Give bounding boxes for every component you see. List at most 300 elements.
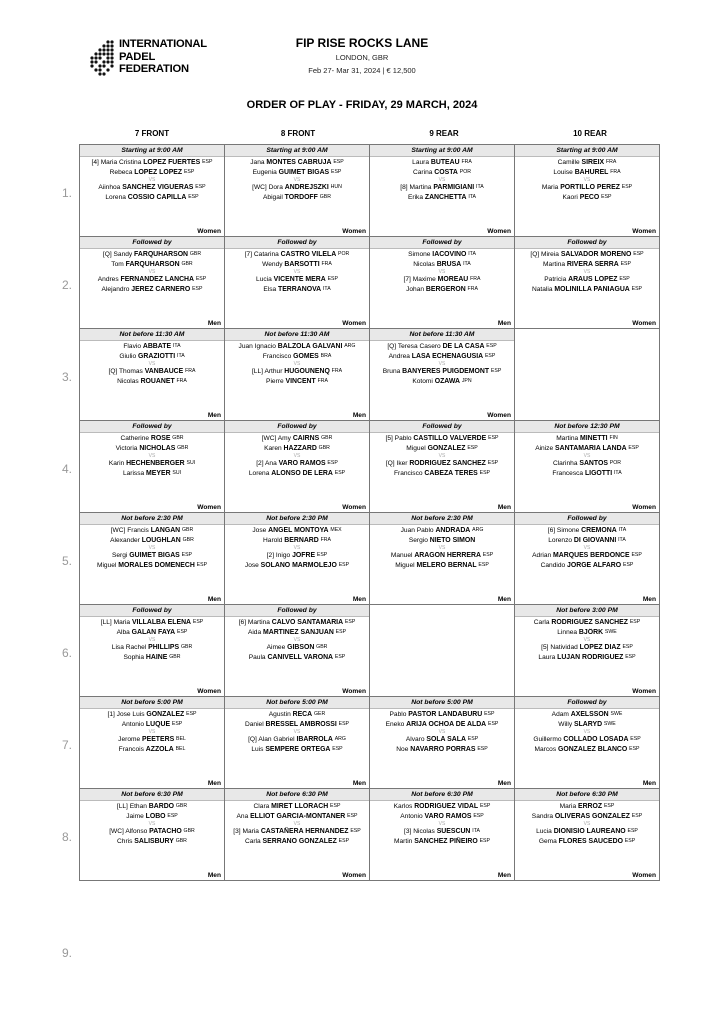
player-first-name: Maria	[242, 828, 259, 836]
player-line	[225, 168, 369, 178]
player-seed: [5]	[385, 435, 393, 442]
player-seed: [Q]	[385, 460, 395, 468]
player-line	[225, 735, 369, 745]
player-first-name: Amy	[277, 435, 291, 442]
match-time-status: Followed by	[370, 237, 514, 249]
player-nationality: GBR	[169, 653, 181, 660]
player-nationality: ESP	[625, 653, 636, 660]
player-nationality: GBR	[175, 803, 188, 809]
match-cell	[225, 605, 370, 697]
player-surname: BARDO	[148, 803, 175, 810]
player-line	[80, 802, 224, 812]
player-seed: [1]	[107, 711, 115, 718]
match-cell	[515, 513, 660, 605]
player-line	[370, 377, 514, 387]
player-surname: MIRET LLORACH	[271, 803, 329, 810]
player-nationality: ESP	[167, 812, 178, 819]
player-nationality: ESP	[490, 368, 502, 375]
player-surname: ARIJA OCHOA DE ALDA	[406, 720, 487, 728]
player-surname: ARAGON HERRERA	[414, 552, 481, 560]
player-line	[370, 193, 514, 203]
player-first-name: Francesca	[552, 469, 584, 477]
player-surname: LASA ECHENAGUSIA	[411, 352, 484, 360]
player-surname: PATACHO	[149, 828, 182, 836]
player-line	[225, 802, 369, 812]
player-nationality: GBR	[182, 536, 194, 543]
match-category: Women	[632, 504, 656, 511]
player-nationality: FRA	[470, 276, 481, 283]
player-line	[80, 812, 224, 822]
player-first-name: Luis	[251, 745, 264, 753]
player-first-name: Maria	[541, 184, 559, 192]
player-nationality: ESP	[628, 444, 639, 451]
player-surname: GALAN FAYA	[131, 628, 176, 636]
match-players	[515, 433, 659, 478]
player-first-name: Natalia	[531, 285, 553, 293]
match-players	[225, 801, 369, 846]
player-line	[225, 526, 369, 536]
player-first-name: Laura	[412, 159, 430, 166]
player-line	[80, 250, 224, 260]
match-category: Women	[342, 872, 366, 879]
player-nationality: ESP	[177, 628, 188, 635]
player-line	[80, 367, 224, 377]
player-first-name: Pablo	[394, 435, 412, 442]
player-surname: PARMIGIANI	[433, 184, 475, 192]
player-line	[80, 260, 224, 270]
player-surname: HECHENBERGER	[126, 460, 185, 468]
player-line	[515, 827, 659, 837]
player-surname: SANTAMARIA LANDA	[555, 444, 627, 452]
match-players	[370, 341, 514, 386]
schedule-row	[80, 789, 660, 881]
player-line	[515, 285, 659, 295]
player-line	[80, 183, 224, 193]
player-first-name: Adrian	[532, 552, 552, 560]
player-nationality: GBR	[319, 193, 331, 200]
player-surname: BUTEAU	[430, 159, 460, 166]
player-surname: SUESCUN	[436, 828, 471, 836]
player-line	[80, 158, 224, 168]
match-category: Men	[497, 596, 511, 603]
player-first-name: Sandra	[531, 812, 554, 820]
match-players	[80, 341, 224, 386]
player-surname: RIVERA SERRA	[566, 260, 619, 268]
player-first-name: Harold	[263, 536, 283, 544]
player-line	[80, 710, 224, 720]
match-category: Men	[352, 412, 366, 419]
player-line	[515, 444, 659, 454]
player-first-name: Andres	[97, 276, 119, 284]
versus-label: VS	[438, 269, 446, 276]
player-first-name: Willy	[558, 720, 573, 728]
match-players	[80, 157, 224, 202]
player-nationality: SUI	[186, 460, 196, 467]
player-nationality: ESP	[620, 260, 631, 267]
match-category: Men	[352, 780, 366, 787]
versus-label: VS	[148, 361, 156, 368]
player-line	[515, 250, 659, 260]
match-cell	[80, 513, 225, 605]
player-first-name: Jose	[252, 527, 267, 534]
versus-label: VS	[583, 269, 591, 276]
player-surname: IACOVINO	[432, 251, 467, 258]
player-first-name: Pierre	[266, 377, 284, 385]
match-category: Men	[207, 872, 221, 879]
player-nationality: ESP	[601, 193, 612, 200]
player-nationality: ESP	[196, 561, 208, 568]
player-nationality: ESP	[622, 561, 634, 568]
player-line	[80, 377, 224, 387]
player-surname: CREMONA	[581, 527, 617, 534]
versus-label: VS	[293, 361, 301, 368]
player-nationality: ESP	[192, 619, 204, 625]
player-first-name: Catherine	[120, 435, 150, 442]
player-nationality: ITA	[468, 251, 476, 257]
player-nationality: ESP	[633, 251, 644, 257]
player-first-name: Pablo	[389, 711, 407, 718]
versus-label: VS	[438, 453, 446, 460]
player-line	[370, 745, 514, 755]
player-surname: SALVADOR MORENO	[560, 251, 632, 258]
player-line	[370, 459, 514, 469]
player-nationality: ITA	[463, 260, 471, 267]
player-nationality: FRA	[461, 159, 472, 165]
player-line	[515, 459, 659, 469]
order-of-play-heading: ORDER OF PLAY - FRIDAY, 29 MARCH, 2024	[246, 99, 478, 111]
row-number: 2.	[62, 278, 73, 292]
player-line	[225, 158, 369, 168]
match-players	[515, 525, 659, 570]
player-first-name: Aiinhoa	[98, 184, 121, 192]
player-nationality: FRA	[321, 260, 332, 267]
schedule-row	[80, 697, 660, 789]
match-players	[80, 801, 224, 846]
match-cell	[80, 237, 225, 329]
player-surname: SOLANO MARMOLEJO	[260, 561, 337, 569]
tournament-dates-prize: Feb 27- Mar 31, 2024 | € 12,500	[308, 66, 416, 75]
match-category: Women	[632, 688, 656, 695]
player-first-name: Nicolas	[413, 260, 435, 268]
player-line	[515, 643, 659, 653]
player-line	[225, 367, 369, 377]
player-line	[80, 653, 224, 663]
order-of-play-grid	[79, 144, 660, 881]
player-nationality: ESP	[630, 736, 641, 743]
player-seed: [Q]	[387, 343, 397, 350]
match-time-status: Followed by	[225, 237, 369, 249]
player-line	[515, 812, 659, 822]
player-nationality: ESP	[631, 812, 643, 819]
player-first-name: Sergio	[408, 536, 428, 544]
player-nationality: ESP	[487, 460, 499, 467]
player-nationality: ESP	[331, 168, 342, 175]
match-players	[80, 709, 224, 754]
player-first-name: Natividad	[550, 644, 578, 652]
player-line	[370, 720, 514, 730]
player-line	[80, 735, 224, 745]
match-time-status: Followed by	[515, 237, 659, 249]
player-line	[515, 628, 659, 638]
player-first-name: Nicolas	[413, 828, 435, 836]
versus-label: VS	[293, 453, 301, 460]
player-line	[515, 526, 659, 536]
player-line	[370, 367, 514, 377]
match-category: Women	[342, 228, 366, 235]
player-nationality: ESP	[488, 720, 499, 727]
player-seed: [3]	[233, 828, 241, 836]
player-first-name: Francois	[118, 745, 144, 753]
player-nationality: ESP	[192, 285, 203, 292]
player-first-name: Francisco	[393, 469, 423, 477]
player-first-name: Rebeca	[109, 168, 133, 176]
player-surname: NIETO SIMON	[429, 536, 476, 544]
versus-label: VS	[293, 545, 301, 552]
player-surname: PORTILLO PEREZ	[560, 184, 620, 192]
player-surname: JOFRE	[292, 552, 316, 560]
match-cell	[515, 605, 660, 697]
player-nationality: ESP	[347, 812, 358, 819]
match-players	[225, 341, 369, 386]
player-surname: CASTAÑERA HERNANDEZ	[260, 828, 349, 836]
player-first-name: Camille	[557, 159, 580, 166]
match-players	[370, 157, 514, 202]
versus-label: VS	[583, 453, 591, 460]
player-surname: MARQUES BERDONCE	[553, 552, 630, 560]
player-first-name: Kaori	[562, 193, 578, 201]
logo-line-1: INTERNATIONAL	[119, 38, 207, 50]
player-line	[370, 551, 514, 561]
player-surname: CANIVELL VARONA	[267, 653, 334, 661]
match-cell	[225, 145, 370, 237]
match-cell	[515, 697, 660, 789]
player-nationality: ESP	[467, 736, 479, 743]
player-surname: RODRIGUEZ VIDAL	[414, 803, 479, 810]
player-first-name: Gema	[538, 837, 557, 845]
match-time-status: Not before 3:00 PM	[515, 605, 659, 617]
player-first-name: Jana	[250, 159, 265, 166]
match-time-status: Starting at 9:00 AM	[515, 145, 659, 157]
player-surname: GUIMET BIGAS	[129, 552, 180, 560]
player-nationality: FRA	[185, 368, 196, 375]
player-nationality: ESP	[479, 469, 490, 476]
match-category: Women	[197, 688, 221, 695]
player-line	[515, 745, 659, 755]
player-line	[80, 551, 224, 561]
player-nationality: FIN	[609, 435, 618, 441]
player-nationality: ESP	[619, 276, 630, 283]
player-surname: MOLINILLA PANIAGUA	[554, 285, 630, 293]
player-seed: [Q]	[530, 251, 540, 258]
match-cell	[515, 237, 660, 329]
player-first-name: Jaime	[126, 812, 144, 820]
player-nationality: SWE	[603, 720, 616, 727]
player-nationality: ESP	[186, 711, 197, 717]
player-first-name: Lucia	[256, 276, 272, 284]
player-nationality: ESP	[327, 460, 338, 467]
player-surname: BRUSA	[436, 260, 462, 268]
player-first-name: Alejandro	[101, 285, 130, 293]
player-line	[225, 745, 369, 755]
player-surname: CABEZA TERES	[424, 469, 478, 477]
player-line	[225, 444, 369, 454]
player-first-name: Agustin	[268, 711, 291, 718]
schedule-row	[80, 421, 660, 513]
player-first-name: Linnea	[557, 628, 578, 636]
player-line	[80, 536, 224, 546]
player-line	[80, 469, 224, 479]
player-first-name: Tom	[111, 260, 124, 268]
player-line	[515, 469, 659, 479]
player-surname: MELERO BERNAL	[416, 561, 477, 569]
player-line	[515, 183, 659, 193]
player-nationality: ITA	[618, 527, 627, 533]
match-category: Women	[487, 228, 511, 235]
match-category: Women	[342, 504, 366, 511]
player-first-name: Bruna	[382, 368, 401, 376]
player-first-name: Alba	[116, 628, 130, 636]
player-line	[225, 260, 369, 270]
player-nationality: ESP	[188, 193, 199, 200]
player-nationality: ESP	[171, 720, 183, 727]
player-surname: MEYER	[146, 469, 171, 477]
player-surname: BERGERON	[425, 285, 466, 293]
player-seed: [WC]	[109, 828, 124, 836]
player-first-name: Kotomi	[412, 377, 433, 385]
player-first-name: Alexander	[110, 536, 140, 544]
player-nationality: GER	[313, 711, 326, 717]
match-cell	[225, 697, 370, 789]
player-line	[80, 352, 224, 362]
player-first-name: Alfonso	[125, 828, 148, 836]
player-line	[80, 837, 224, 847]
player-surname: RODRIGUEZ SANCHEZ	[551, 619, 628, 626]
match-category: Men	[642, 596, 656, 603]
player-surname: BAHUREL	[574, 168, 609, 176]
match-players	[370, 249, 514, 294]
player-nationality: GBR	[183, 828, 195, 835]
player-surname: SLARYD	[574, 720, 603, 728]
player-surname: BARSOTTI	[284, 260, 320, 268]
player-surname: VICENTE MERA	[273, 276, 326, 284]
player-line	[225, 250, 369, 260]
court-header: 10 REAR	[573, 129, 607, 138]
match-cell	[515, 421, 660, 513]
player-line	[225, 183, 369, 193]
player-surname: BALZOLA GALVANI	[277, 343, 343, 350]
match-category: Men	[497, 504, 511, 511]
player-surname: COLLADO LOSADA	[563, 736, 629, 744]
player-first-name: Jerome	[118, 736, 141, 744]
player-line	[370, 158, 514, 168]
player-line	[370, 469, 514, 479]
player-line	[515, 653, 659, 663]
player-nationality: ESP	[202, 159, 213, 165]
player-seed: [6]	[547, 527, 556, 534]
match-players	[225, 709, 369, 754]
player-first-name: Miguel	[406, 444, 426, 452]
player-line	[370, 802, 514, 812]
match-players	[370, 433, 514, 478]
player-nationality: GBR	[180, 644, 193, 651]
player-surname: PHILLIPS	[148, 644, 180, 652]
player-nationality: ARG	[344, 343, 356, 349]
player-nationality: FRA	[317, 377, 328, 384]
player-first-name: Martina	[247, 619, 270, 626]
player-first-name: Adam	[551, 711, 569, 718]
player-line	[80, 827, 224, 837]
versus-label: VS	[293, 269, 301, 276]
player-first-name: Simone	[408, 251, 431, 258]
match-cell	[370, 513, 515, 605]
player-seed: [WC]	[252, 184, 267, 192]
versus-label: VS	[293, 637, 301, 644]
match-cell	[225, 237, 370, 329]
player-line	[225, 459, 369, 469]
match-cell	[80, 789, 225, 881]
row-number: 4.	[62, 462, 73, 476]
player-surname: ANGEL MONTOYA	[268, 527, 329, 534]
player-surname: COSTA	[434, 168, 458, 176]
player-nationality: ESP	[473, 812, 484, 819]
match-cell	[515, 789, 660, 881]
player-first-name: Louise	[553, 168, 573, 176]
player-surname: VINCENT	[285, 377, 316, 385]
match-category: Women	[342, 688, 366, 695]
match-cell	[225, 789, 370, 881]
player-line	[80, 459, 224, 469]
row-number: 9.	[62, 946, 73, 960]
player-nationality: ESP	[603, 803, 615, 809]
player-first-name: Carina	[413, 168, 433, 176]
player-surname: LIGOTTI	[584, 469, 613, 477]
match-time-status: Starting at 9:00 AM	[225, 145, 369, 157]
player-first-name: Maria	[113, 619, 131, 626]
player-first-name: Lucia	[536, 828, 552, 836]
versus-label: VS	[438, 177, 446, 184]
player-line	[80, 628, 224, 638]
player-surname: RECA	[292, 711, 313, 718]
player-seed: [7]	[244, 251, 253, 258]
player-line	[515, 158, 659, 168]
match-time-status: Not before 11:30 AM	[225, 329, 369, 341]
player-nationality: ESP	[338, 720, 349, 727]
match-cell	[370, 145, 515, 237]
player-surname: LOPEZ FUERTES	[143, 159, 201, 166]
player-first-name: Ethan	[129, 803, 147, 810]
player-nationality: ESP	[631, 285, 642, 292]
player-surname: DE LA CASA	[442, 343, 485, 350]
player-first-name: Francisco	[262, 352, 292, 360]
player-line	[515, 260, 659, 270]
logo-line-2: PADEL	[119, 50, 156, 63]
player-surname: BJÖRK	[578, 628, 604, 636]
row-number: 5.	[62, 554, 73, 568]
player-line	[225, 275, 369, 285]
player-line	[370, 168, 514, 178]
player-surname: GONZALEZ	[427, 444, 466, 452]
player-surname: AXELSSON	[570, 711, 609, 718]
player-line	[370, 812, 514, 822]
player-surname: ZANCHETTA	[424, 193, 467, 201]
player-surname: MARTINEZ SANJUAN	[262, 628, 334, 636]
player-nationality: ESP	[183, 168, 195, 175]
player-first-name: Aida	[247, 628, 262, 636]
player-nationality: ITA	[177, 352, 185, 359]
player-first-name: Noe	[396, 745, 409, 753]
player-surname: GIBSON	[287, 644, 315, 652]
player-nationality: ESP	[629, 745, 640, 752]
